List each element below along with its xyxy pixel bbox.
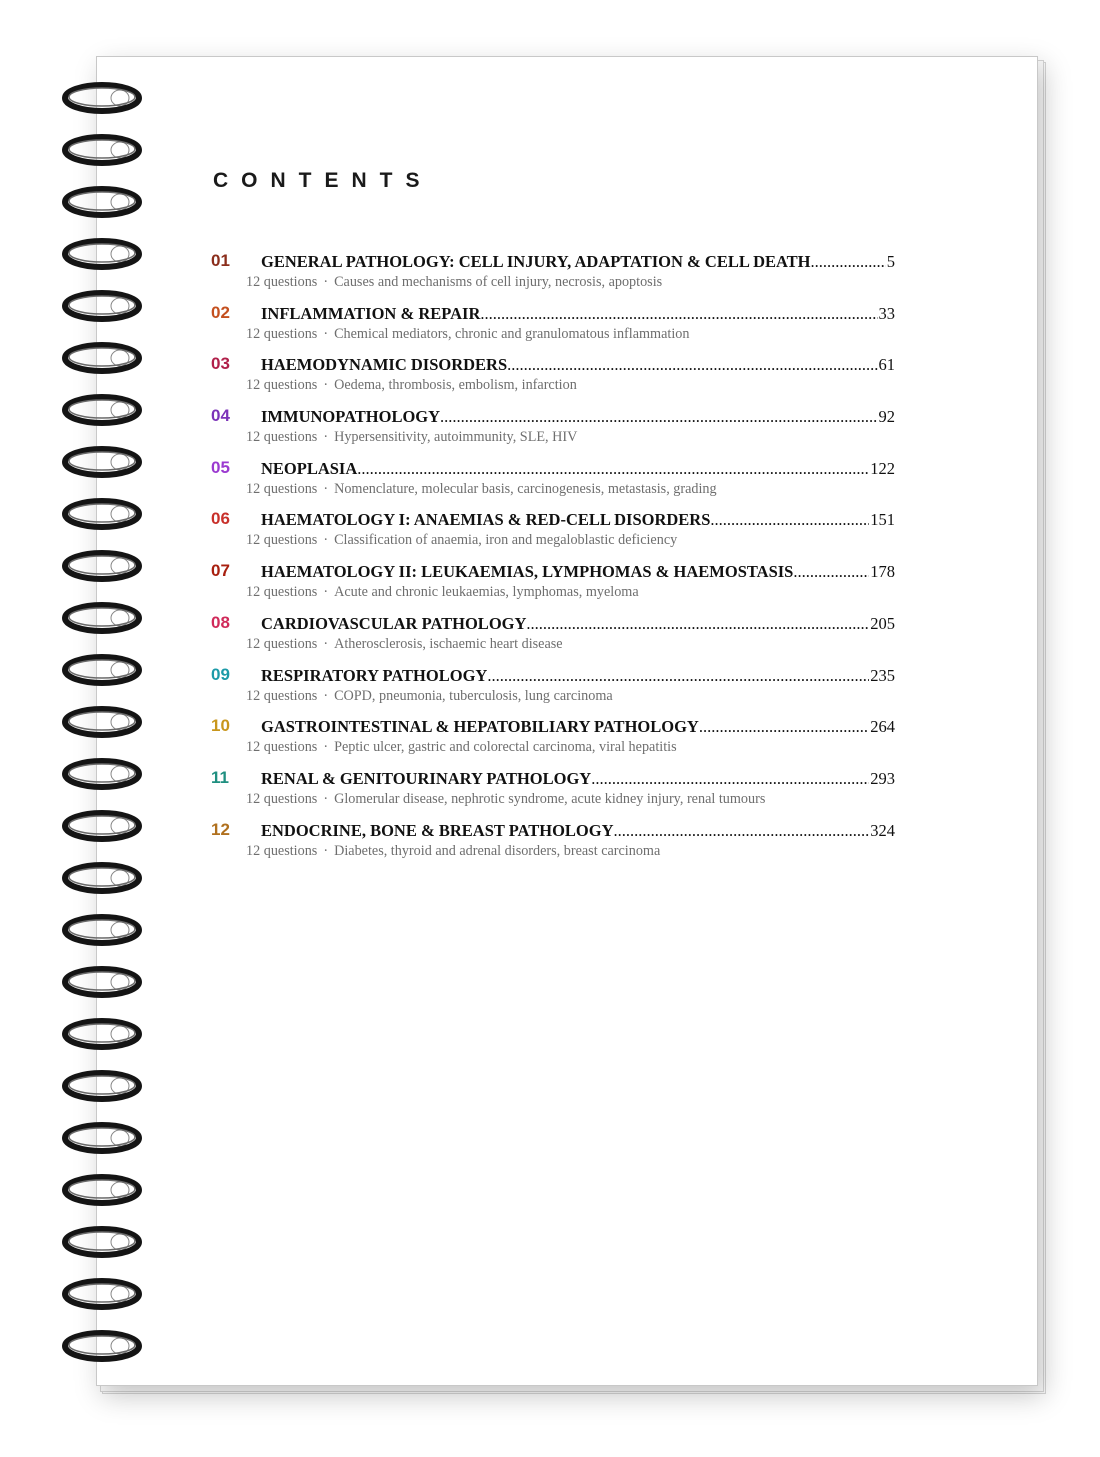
chapter-topics: Peptic ulcer, gastric and colorectal carcinoma, viral hepatitis bbox=[334, 739, 677, 756]
spiral-ring bbox=[65, 1021, 139, 1047]
spiral-ring bbox=[65, 1177, 139, 1203]
chapter-number: 11 bbox=[211, 767, 229, 787]
spiral-ring bbox=[65, 85, 139, 111]
chapter-title-line bbox=[261, 717, 895, 737]
spiral-ring bbox=[65, 1229, 139, 1255]
spiral-ring bbox=[65, 813, 139, 839]
separator-dot: · bbox=[323, 739, 329, 756]
page-number[interactable]: 264 bbox=[870, 717, 895, 737]
separator-dot: · bbox=[323, 274, 329, 290]
separator-dot: · bbox=[323, 325, 329, 342]
page-number[interactable]: 324 bbox=[870, 820, 895, 840]
spiral-ring bbox=[65, 709, 139, 735]
chapter-title-line bbox=[261, 407, 895, 427]
toc-entry[interactable] bbox=[211, 301, 895, 353]
chapter-number: 04 bbox=[211, 406, 230, 426]
dot-leader bbox=[699, 717, 869, 737]
spiral-ring bbox=[65, 1125, 139, 1151]
chapter-title-line bbox=[261, 562, 895, 582]
spiral-ring bbox=[65, 865, 139, 891]
question-count: 12 questions bbox=[246, 532, 318, 549]
chapter-title[interactable]: ENDOCRINE, BONE & BREAST PATHOLOGY bbox=[261, 820, 614, 840]
toc-entry[interactable] bbox=[211, 663, 895, 715]
chapter-number: 09 bbox=[211, 664, 230, 684]
question-count: 12 questions bbox=[246, 377, 318, 394]
toc-entry[interactable] bbox=[211, 559, 895, 611]
chapter-topics: Chemical mediators, chronic and granulomatous inflammation bbox=[334, 325, 690, 342]
page-number[interactable]: 92 bbox=[878, 407, 895, 427]
dot-leader bbox=[507, 355, 877, 375]
chapter-title[interactable]: RENAL & GENITOURINARY PATHOLOGY bbox=[261, 768, 592, 788]
question-count: 12 questions bbox=[246, 429, 318, 446]
spiral-ring bbox=[65, 657, 139, 683]
spiral-binding bbox=[58, 78, 148, 1368]
toc-entry[interactable] bbox=[211, 404, 895, 456]
chapter-topics: Nomenclature, molecular basis, carcinogenesis, metastasis, grading bbox=[334, 480, 717, 497]
spiral-ring bbox=[65, 241, 139, 267]
spiral-ring bbox=[65, 553, 139, 579]
dot-leader bbox=[710, 510, 869, 530]
spiral-ring bbox=[65, 1333, 139, 1359]
spiral-ring bbox=[65, 137, 139, 163]
page-number[interactable]: 293 bbox=[870, 768, 895, 788]
chapter-topics: Classification of anaemia, iron and megaloblastic deficiency bbox=[334, 532, 678, 549]
page-number[interactable]: 122 bbox=[870, 458, 895, 478]
chapter-title[interactable]: HAEMATOLOGY II: LEUKAEMIAS, LYMPHOMAS & HAEMOSTASIS bbox=[261, 562, 794, 582]
spiral-ring bbox=[65, 761, 139, 787]
chapter-subtitle bbox=[246, 481, 717, 498]
toc-entry[interactable] bbox=[211, 766, 895, 818]
chapter-number: 03 bbox=[211, 354, 230, 374]
toc-entry[interactable] bbox=[211, 818, 895, 870]
page-number[interactable]: 205 bbox=[870, 613, 895, 633]
dot-leader bbox=[440, 407, 877, 427]
toc-entry[interactable] bbox=[211, 249, 895, 301]
chapter-title-line bbox=[261, 304, 895, 324]
question-count: 12 questions bbox=[246, 790, 318, 807]
separator-dot: · bbox=[323, 480, 329, 497]
chapter-number: 07 bbox=[211, 561, 230, 581]
chapter-subtitle bbox=[246, 739, 677, 756]
chapter-title[interactable]: INFLAMMATION & REPAIR bbox=[261, 303, 481, 323]
chapter-number: 06 bbox=[211, 509, 230, 529]
chapter-subtitle bbox=[246, 377, 577, 394]
spiral-ring bbox=[65, 345, 139, 371]
chapter-number: 10 bbox=[211, 716, 230, 736]
chapter-title-line bbox=[261, 510, 895, 530]
spiral-ring bbox=[65, 189, 139, 215]
separator-dot: · bbox=[323, 429, 329, 446]
dot-leader bbox=[811, 252, 886, 272]
toc-entry[interactable] bbox=[211, 507, 895, 559]
chapter-title-line bbox=[261, 666, 895, 686]
question-count: 12 questions bbox=[246, 687, 318, 704]
dot-leader bbox=[357, 459, 869, 479]
chapter-subtitle bbox=[246, 791, 765, 808]
chapter-title[interactable]: HAEMATOLOGY I: ANAEMIAS & RED-CELL DISORDERS bbox=[261, 510, 711, 530]
spiral-ring bbox=[65, 397, 139, 423]
page-number[interactable]: 235 bbox=[870, 665, 895, 685]
question-count: 12 questions bbox=[246, 739, 318, 756]
chapter-topics: Atherosclerosis, ischaemic heart disease bbox=[334, 635, 563, 652]
page-number[interactable]: 151 bbox=[870, 510, 895, 530]
question-count: 12 questions bbox=[246, 842, 318, 859]
chapter-title-line bbox=[261, 769, 895, 789]
chapter-title[interactable]: HAEMODYNAMIC DISORDERS bbox=[261, 355, 508, 375]
chapter-subtitle bbox=[246, 326, 689, 343]
chapter-topics: Acute and chronic leukaemias, lymphomas, myeloma bbox=[334, 584, 639, 601]
chapter-number: 01 bbox=[211, 251, 230, 270]
spiral-ring bbox=[65, 605, 139, 631]
chapter-subtitle bbox=[246, 584, 639, 601]
contents-heading: CONTENTS bbox=[213, 169, 433, 192]
dot-leader bbox=[480, 304, 877, 324]
chapter-title[interactable]: GASTROINTESTINAL & HEPATOBILIARY PATHOLOGY bbox=[261, 717, 699, 737]
separator-dot: · bbox=[323, 377, 329, 394]
toc-entry[interactable] bbox=[211, 456, 895, 508]
spiral-ring bbox=[65, 293, 139, 319]
dot-leader bbox=[487, 666, 869, 686]
spiral-ring bbox=[65, 501, 139, 527]
toc-entry[interactable] bbox=[211, 714, 895, 766]
notebook-page bbox=[96, 56, 1038, 1386]
chapter-topics: Oedema, thrombosis, embolism, infarction bbox=[334, 377, 577, 394]
question-count: 12 questions bbox=[246, 325, 318, 342]
toc-entry[interactable] bbox=[211, 611, 895, 663]
chapter-subtitle bbox=[246, 688, 613, 705]
question-count: 12 questions bbox=[246, 584, 318, 601]
chapter-title[interactable]: IMMUNOPATHOLOGY bbox=[261, 407, 441, 427]
dot-leader bbox=[526, 614, 869, 634]
separator-dot: · bbox=[323, 635, 329, 652]
chapter-number: 08 bbox=[211, 612, 230, 632]
spiral-ring bbox=[65, 1073, 139, 1099]
chapter-title-line bbox=[261, 252, 895, 272]
page-number[interactable]: 5 bbox=[886, 252, 895, 271]
spiral-ring bbox=[65, 917, 139, 943]
chapter-topics: Causes and mechanisms of cell injury, necrosis, apoptosis bbox=[334, 274, 663, 290]
chapter-number: 12 bbox=[211, 819, 230, 839]
separator-dot: · bbox=[323, 842, 329, 859]
chapter-title[interactable]: CARDIOVASCULAR PATHOLOGY bbox=[261, 613, 527, 633]
chapter-topics: Diabetes, thyroid and adrenal disorders, breast carcinoma bbox=[334, 842, 661, 859]
chapter-subtitle bbox=[246, 274, 662, 291]
dot-leader bbox=[614, 821, 870, 841]
chapter-title-line bbox=[261, 821, 895, 841]
chapter-topics: Hypersensitivity, autoimmunity, SLE, HIV bbox=[334, 429, 578, 446]
toc-entry[interactable] bbox=[211, 352, 895, 404]
question-count: 12 questions bbox=[246, 480, 318, 497]
spiral-ring bbox=[65, 969, 139, 995]
page-number[interactable]: 33 bbox=[878, 303, 895, 323]
chapter-number: 02 bbox=[211, 302, 230, 322]
chapter-title-line bbox=[261, 355, 895, 375]
chapter-subtitle bbox=[246, 532, 677, 549]
chapter-title[interactable]: RESPIRATORY PATHOLOGY bbox=[261, 665, 488, 685]
chapter-title-line bbox=[261, 459, 895, 479]
chapter-subtitle bbox=[246, 429, 577, 446]
question-count: 12 questions bbox=[246, 274, 318, 290]
page-number[interactable]: 61 bbox=[878, 355, 895, 375]
chapter-subtitle bbox=[246, 636, 563, 653]
spiral-ring bbox=[65, 449, 139, 475]
chapter-topics: COPD, pneumonia, tuberculosis, lung carcinoma bbox=[334, 687, 613, 704]
separator-dot: · bbox=[323, 687, 329, 704]
page-number[interactable]: 178 bbox=[870, 562, 895, 582]
chapter-title[interactable]: GENERAL PATHOLOGY: CELL INJURY, ADAPTATION & CELL DEATH bbox=[261, 252, 811, 271]
chapter-subtitle bbox=[246, 843, 660, 860]
separator-dot: · bbox=[323, 532, 329, 549]
separator-dot: · bbox=[323, 790, 329, 807]
chapter-title-line bbox=[261, 614, 895, 634]
table-of-contents bbox=[211, 249, 895, 869]
chapter-title[interactable]: NEOPLASIA bbox=[261, 458, 358, 478]
separator-dot: · bbox=[323, 584, 329, 601]
spiral-ring bbox=[65, 1281, 139, 1307]
dot-leader bbox=[793, 562, 869, 582]
dot-leader bbox=[591, 769, 869, 789]
question-count: 12 questions bbox=[246, 635, 318, 652]
chapter-number: 05 bbox=[211, 457, 230, 477]
chapter-topics: Glomerular disease, nephrotic syndrome, acute kidney injury, renal tumours bbox=[334, 790, 766, 807]
